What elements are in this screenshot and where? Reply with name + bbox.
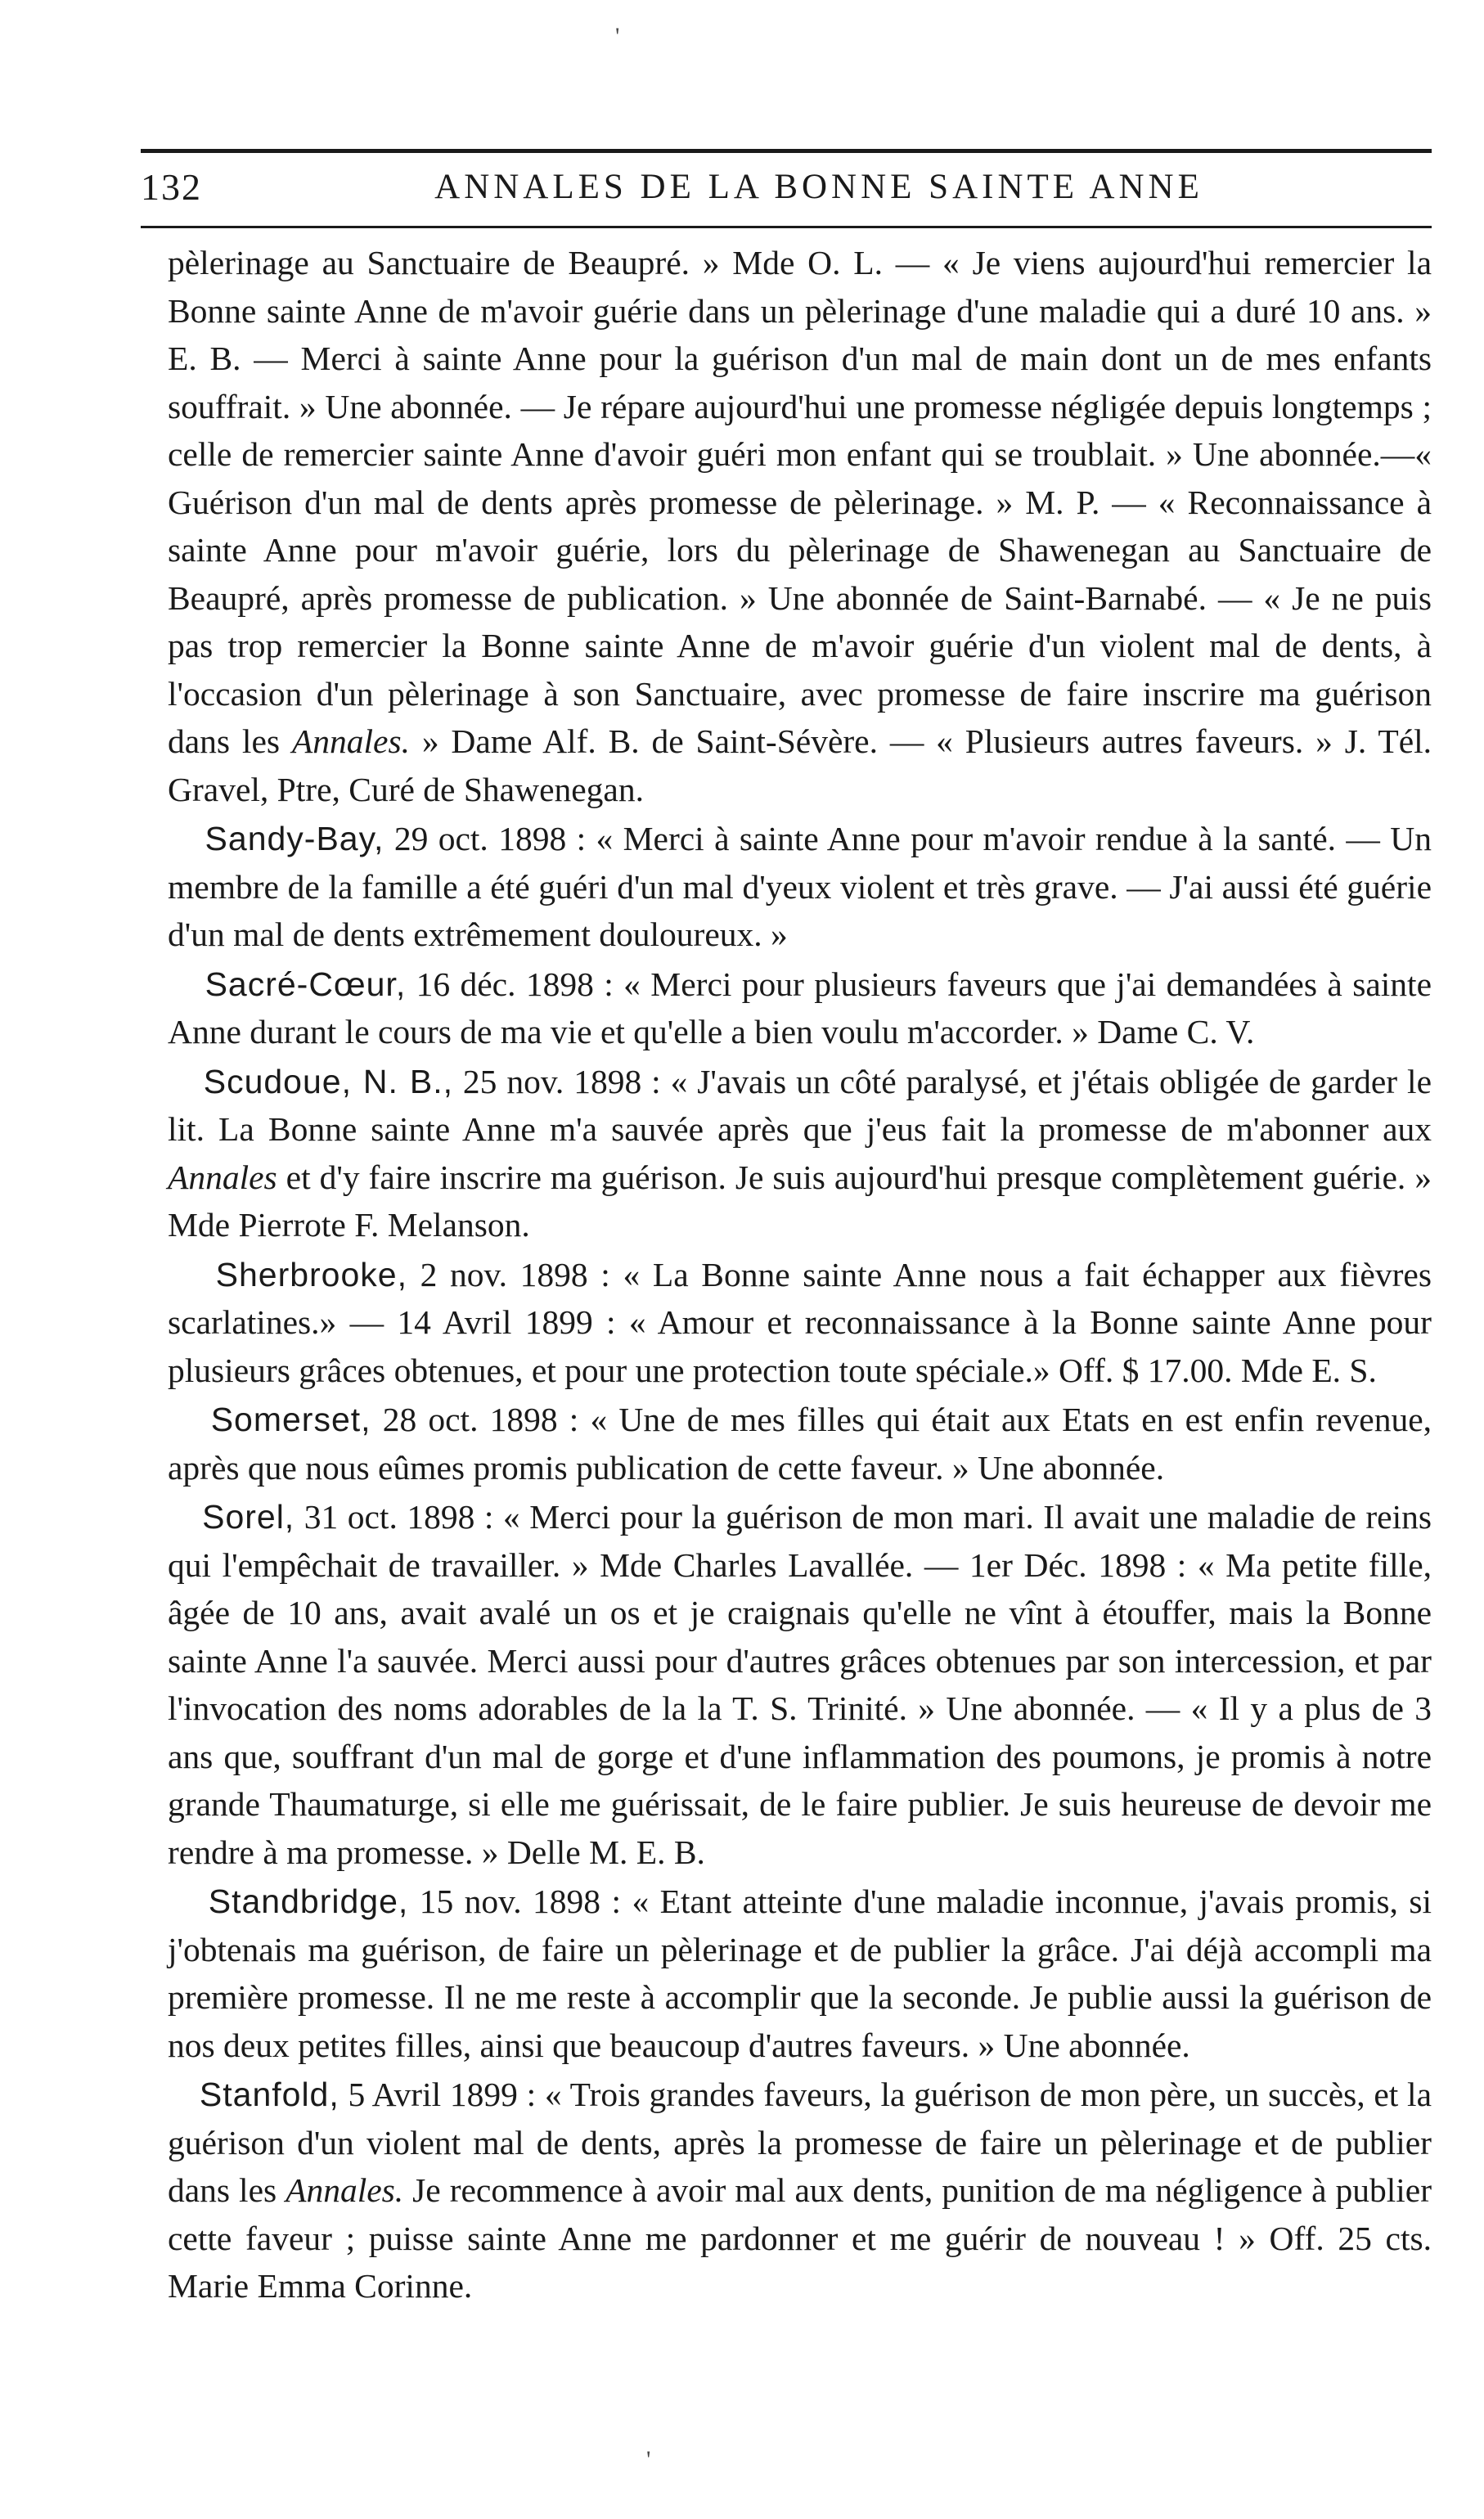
entry-sandy-bay (168, 815, 1432, 959)
stray-mark-top: ' (615, 23, 620, 50)
entry-text: 16 déc. 1898 : « Merci pour plusieurs faveurs que j'ai demandées à sainte Anne durant le cours de ma vie et qu'elle a bien voulu m'accorder. » Dame C. V. (168, 965, 1432, 1050)
entry-text: 31 oct. 1898 : « Merci pour la guérison de mon mari. Il avait une maladie de reins qui l'empêchait de travailler. » Mde Charles Lavallée. — 1er Déc. 1898 : « Ma petite fille, âgée de 10 ans, avait avalé un os et je craignais qu'elle ne vînt à étouffer, mais la Bonne sainte Anne l'a sauvée. Merci aussi pour d'autres grâces obtenues par son intercession, et par l'invocation des noms adorables de la la T. S. Trinité. » Une abonnée. — « Il y a plus de 3 ans que, souffrant d'un mal de gorge et d'une inflammation des poumons, je promis à notre grande Thaumaturge, si elle me guérissait, de le faire publier. Je suis heureuse de devoir me rendre à ma promesse. » Delle M. E. B. (168, 1498, 1432, 1871)
entry-place: Sacré-Cœur, (205, 965, 407, 1003)
entry-place: Standbridge, (208, 1883, 409, 1920)
entry-sorel (168, 1493, 1432, 1876)
entry-scudoue (168, 1058, 1432, 1249)
header-rule-bottom (141, 226, 1432, 228)
page-number: 132 (141, 166, 202, 208)
entry-place: Sherbrooke, (215, 1255, 407, 1293)
header-rule-top (141, 149, 1432, 153)
entry-text: 25 nov. 1898 : « J'avais un côté paralysé, et j'étais obligée de garder le lit. La Bonne sainte Anne m'a sauvée après que j'eus fait la promesse de m'abonner aux (168, 1062, 1432, 1148)
entry-text: 29 oct. 1898 : « Merci à sainte Anne pour m'avoir rendue à la santé. — Un membre de la famille a été guéri d'un mal d'yeux violent et très grave. — J'ai aussi été guérie d'un mal de dents extrêmement douloureux. » (168, 820, 1432, 953)
entry-stanfold (168, 2071, 1432, 2310)
entry-italic: Annales. (286, 2171, 404, 2209)
entry-place: Somerset, (210, 1401, 371, 1438)
entry-place: Sorel, (202, 1498, 295, 1536)
entry-place: Stanfold, (199, 2076, 340, 2113)
entry-text: 2 nov. 1898 : « La Bonne sainte Anne nous a fait échapper aux fièvres scarlatines.» — 14 Avril 1899 : « Amour et reconnaissance à la Bonne sainte Anne pour plusieurs grâces obtenues, et pour une protection toute spéciale.» Off. $ 17.00. Mde E. S. (168, 1255, 1432, 1389)
entry-text: 5 Avril 1899 : « Trois grandes faveurs, la guérison de mon père, un succès, et la guérison d'un violent mal de dents, après la promesse de faire un pèlerinage et de publier dans les (168, 2076, 1432, 2209)
entry-standbridge (168, 1878, 1432, 2069)
entry-text: 28 oct. 1898 : « Une de mes filles qui était aux Etats en est enfin revenue, après que nous eûmes promis publication de cette faveur. » Une abonnée. (168, 1401, 1432, 1487)
running-title: ANNALES DE LA BONNE SAINTE ANNE (434, 168, 1203, 206)
entry-text: 15 nov. 1898 : « Etant atteinte d'une maladie inconnue, j'avais promis, si j'obtenais ma guérison, de faire un pèlerinage et de publier la grâce. J'ai déjà accompli ma première promesse. Il ne me reste à accomplir que la seconde. Je publie aussi la guérison de nos deux petites filles, ainsi que beaucoup d'autres faveurs. » Une abonnée. (168, 1883, 1432, 2064)
entry-place: Scudoue, N. B., (203, 1062, 453, 1100)
intro-tail: » Dame Alf. B. de Saint-Sévère. — « Plusieurs autres faveurs. » J. Tél. Gravel, Ptre, Curé de Shawenegan. (168, 722, 1432, 808)
intro-paragraph (168, 239, 1432, 813)
entry-sacre-coeur (168, 960, 1432, 1056)
intro-text: pèlerinage au Sanctuaire de Beaupré. » Mde O. L. — « Je viens aujourd'hui remercier la Bonne sainte Anne de m'avoir guérie dans un pèlerinage d'une maladie qui a duré 10 ans. » E. B. — Merci à sainte Anne pour la guérison d'un mal de main dont un de mes enfants souffrait. » Une abonnée. — Je répare aujourd'hui une promesse négligée depuis longtemps ; celle de remercier sainte Anne d'avoir guéri mon enfant qui se troublait. » Une abonnée.—« Guérison d'un mal de dents après promesse de pèlerinage. » M. P. — « Reconnaissance à sainte Anne pour m'avoir guérie, lors du pèlerinage de Shawenegan au Sanctuaire de Beaupré, après promesse de publication. » Une abonnée de Saint-Barnabé. — « Je ne puis pas trop remercier la Bonne sainte Anne de m'avoir guérie d'un violent mal de dents, à l'occasion d'un pèlerinage à son Sanctuaire, avec promesse de faire inscrire ma guérison dans les (168, 244, 1432, 760)
entry-somerset (168, 1396, 1432, 1491)
entry-tail: Je recommence à avoir mal aux dents, punition de ma négligence à publier cette faveur ; puisse sainte Anne me pardonner et me guérir de nouveau ! » Off. 25 cts. Marie Emma Corinne. (168, 2171, 1432, 2305)
entry-tail: et d'y faire inscrire ma guérison. Je suis aujourd'hui presque complètement guérie. » Mde Pierrote F. Melanson. (168, 1158, 1432, 1244)
intro-italic: Annales. (291, 722, 410, 760)
body-text (168, 239, 1432, 2312)
entry-place: Sandy-Bay, (205, 820, 384, 857)
entry-italic: Annales (168, 1158, 277, 1196)
entry-sherbrooke (168, 1251, 1432, 1395)
page-header (141, 160, 1432, 219)
stray-mark-bottom: ' (646, 2446, 651, 2473)
